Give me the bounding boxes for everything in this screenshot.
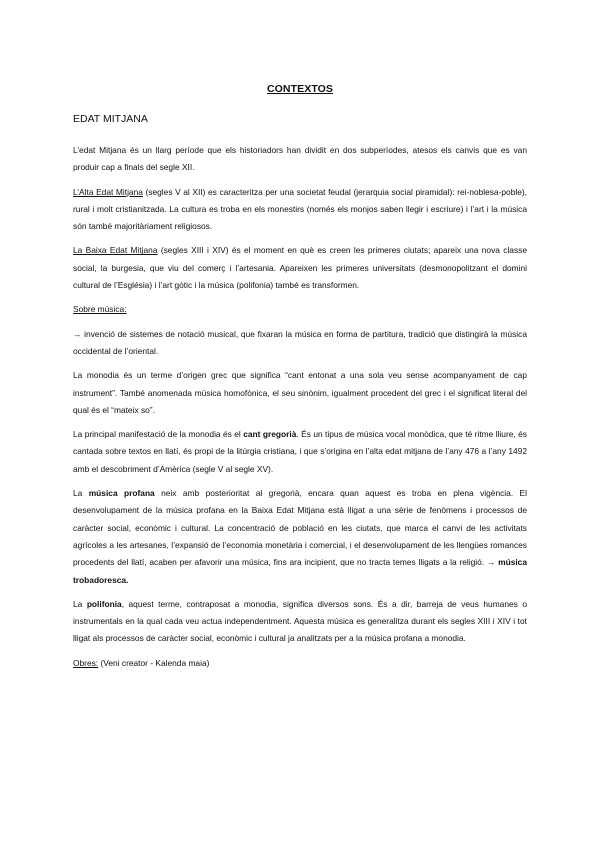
paragraph-text: , aquest terme, contraposat a monodia, significa diversos sons. És a dir, barreja de veus humanes o instrumentals en la qual cada veu actua independentment. Aquesta música es generalitza durant els segles XIII i XIV i tot lligat als processos de caràcter social, econòmic i cultural ja analitzats per a la música profana a monodia. [73,598,527,644]
paragraph-text: neix amb posterioritat al gregorià, encara quan aquest es troba en plena vigència. El desenvolupament de la música profana en la Baixa Edat Mitjana està lligat a una sèrie de fenòmens i processos de caràcter social, econòmic i cultural. La concentració de població en les ciutats, que marca el canvi de les activitats agrícoles a les artesanes, l’expansió de l’economia monetària i comercial, i el desenvolupament de les llengües romances procedents del llatí, acaben per afavorir una música, fins ara incipient, que no tracta temes lligats a la religió. → [73,488,527,568]
paragraph-cant-gregoria [73,426,527,478]
paragraph-polifonia [73,596,527,648]
paragraph-alta-edat-mitjana [73,184,527,236]
page-title: CONTEXTOS [266,83,334,95]
paragraph-text: La principal manifestació de la monodia és el [73,429,244,440]
term-musica-profana: música profana [88,488,155,499]
paragraph-musica-profana [73,485,527,589]
paragraph-text: (segles XIII i XIV) és el moment en què es creen les primeres ciutats; apareix una nova classe social, la burgesia, que viu del comerç i l’artesania. Apareixen les primeres universitats (desmonopolitzant el domini cultural de l’Església) i l’art gòtic i la música (polifonia) també es transformen. [73,245,527,291]
paragraph-intro: L’edat Mitjana és un llarg període que els historiadors han dividit en dos subperíodes, atesos els canvis que es van produir cap a finals del segle XII. [73,145,527,173]
term-baixa-edat-mitjana: La Baixa Edat Mitjana [73,245,158,256]
paragraph-text: . És un tipus de música vocal monòdica, que té ritme lliure, és cantada sobre textos en llatí, és propi de la litúrgia cristiana, i que s’origina en l’alta edat mitjana de l’any 476 a l’any 1492 amb el descobriment d’Amèrica (segle V al segle XV). [73,429,527,474]
document-body [73,83,527,679]
label-obres: Obres: [73,657,99,668]
section-heading: EDAT MITJANA [73,113,148,125]
paragraph-baixa-edat-mitjana [73,242,527,294]
term-musica-trobadoresca: música trobadoresca. [73,557,527,585]
paragraph-text: La [73,598,87,609]
obres-list: (Veni creator - Kalenda maia) [98,657,210,668]
paragraph-text: La [73,488,89,499]
subheading-sobre-musica: Sobre música: [73,304,127,315]
paragraph-text: (segles V al XII) es caracteritza per una societat feudal (jerarquia social piramidal): rei-noblesa-poble), rural i molt cristianitzada. La cultura es troba en els monestirs (només els monjos saben llegir i escriure) i l’art i la música són també majoritàriament religiosos. [73,186,527,232]
term-cant-gregoria: cant gregorià [243,429,297,440]
paragraph-notacio: → invenció de sistemes de notació musical, que fixaran la música en forma de partitura, tradició que distingirà la música occidental de l’oriental. [73,328,527,356]
paragraph-obres [73,655,527,672]
term-polifonia: polifonia [86,598,122,609]
paragraph-monodia: La monodia és un terme d’origen grec que significa “cant entonat a una sola veu sense acompanyament de cap instrument”. També anomenada música homofònica, el seu sinònim, igualment procedent del grec i el significat literal del qual és el “mateix so”. [73,370,527,415]
term-alta-edat-mitjana: L’Alta Edat Mitjana [73,186,143,197]
